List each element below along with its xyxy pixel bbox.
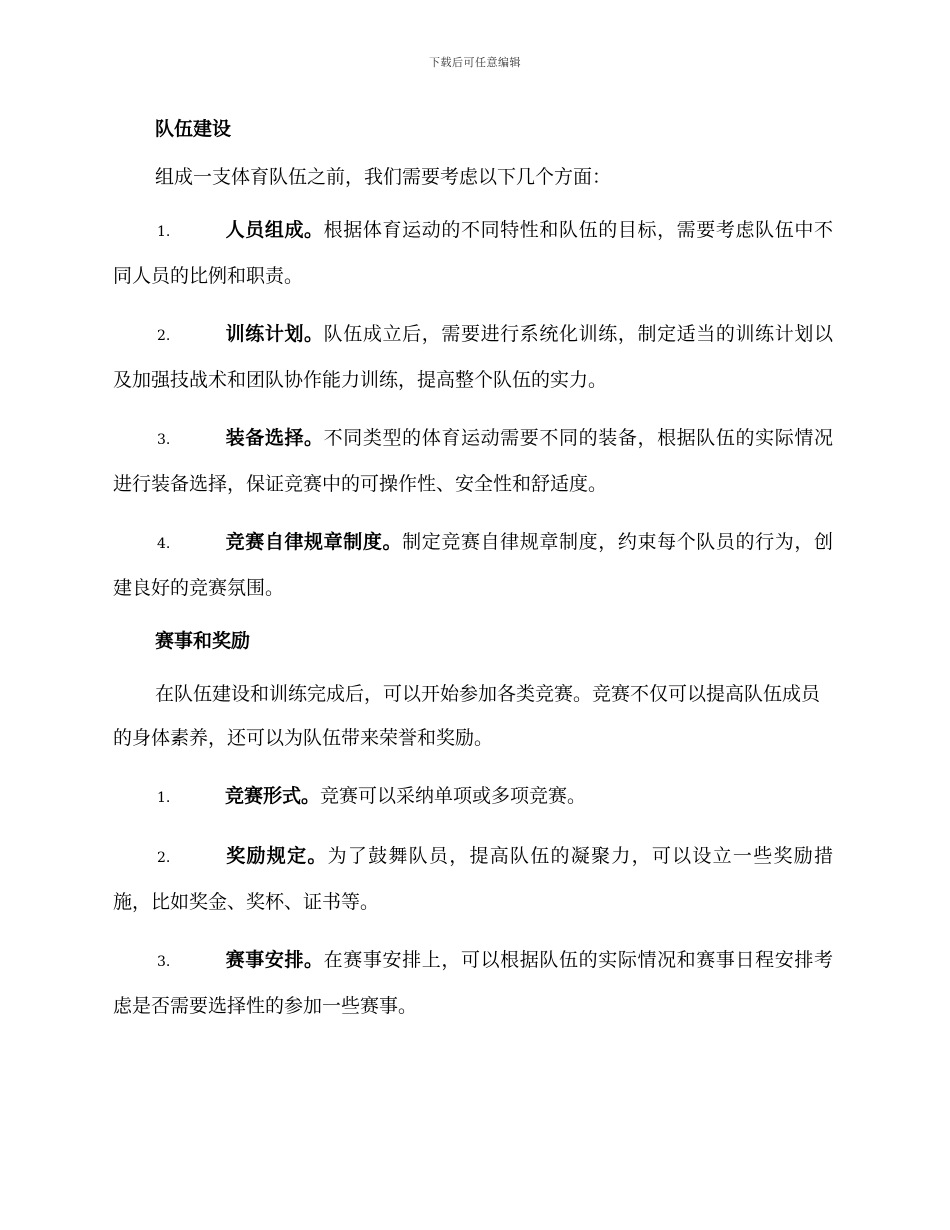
section-intro-paragraph: 在队伍建设和训练完成后，可以开始参加各类竞赛。竞赛不仅可以提高队伍成员的身体素养，还可以为队伍带来荣誉和奖励。 [113,683,821,749]
list-item [113,416,833,506]
list-item-text: 制定竞赛自律规章制度，约束每个队员的行为，创建良好的竞赛氛围。 [113,531,833,599]
list-item-term: 竞赛自律规章制度。 [225,531,403,553]
list-item [113,938,833,1028]
document-body [113,112,833,1042]
list-item-term: 训练计划。 [225,323,324,345]
list-item-text: 队伍成立后，需要进行系统化训练，制定适当的训练计划以及加强技战术和团队协作能力训练，提高整个队伍的实力。 [113,323,833,391]
list-item-term: 人员组成。 [225,219,324,241]
list-item [113,312,833,402]
list-item-term: 竞赛形式。 [225,785,321,807]
list-item-text: 在赛事安排上，可以根据队伍的实际情况和赛事日程安排考虑是否需要选择性的参加一些赛事。 [113,949,833,1017]
list-item-text: 根据体育运动的不同特性和队伍的目标，需要考虑队伍中不同人员的比例和职责。 [113,219,833,287]
list-item-number: 1. [157,224,171,240]
list-item-term: 装备选择。 [225,427,324,449]
list-item [113,774,833,820]
list-item [113,520,833,610]
list-item-text: 竞赛可以采纳单项或多项竞赛。 [320,785,587,807]
page-header-watermark: 下载后可任意编辑 [429,56,521,69]
list-item-number: 2. [157,328,171,344]
list-item-number: 1. [157,790,171,806]
list-item-number: 3. [157,432,171,448]
list-item-number: 3. [157,954,171,970]
section-heading-competition-awards: 赛事和奖励 [155,630,251,652]
list-item-number: 4. [157,536,171,552]
list-item-text: 为了鼓舞队员，提高队伍的凝聚力，可以设立一些奖励措施，比如奖金、奖杯、证书等。 [113,845,833,913]
list-item-term: 奖励规定。 [225,845,328,867]
list-item-term: 赛事安排。 [225,949,324,971]
list-item-text: 不同类型的体育运动需要不同的装备，根据队伍的实际情况进行装备选择，保证竞赛中的可操作性、安全性和舒适度。 [113,427,833,495]
list-item-number: 2. [157,850,171,866]
section-heading-team-building: 队伍建设 [155,118,232,140]
list-item [113,208,833,298]
section-intro-paragraph: 组成一支体育队伍之前，我们需要考虑以下几个方面： [155,166,612,188]
list-item [113,834,833,924]
